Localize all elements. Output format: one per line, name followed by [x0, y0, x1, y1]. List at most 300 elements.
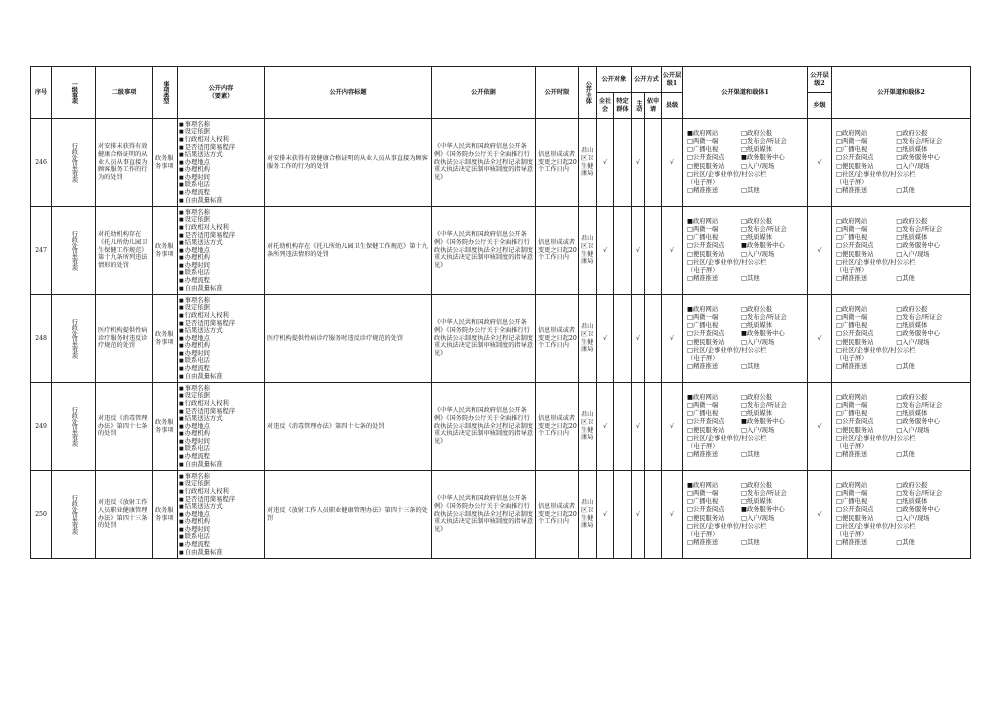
- header-level1: 一级事项: [52, 67, 96, 119]
- content-item: ■ 行政相对人权利: [179, 312, 263, 320]
- channel-option: □政府公报: [741, 305, 773, 313]
- row-channels1: [683, 471, 808, 559]
- channel-option: □入户/现场: [741, 426, 775, 434]
- disclosure-table: [30, 66, 971, 559]
- row-items: [178, 207, 265, 295]
- row-channels2: [832, 207, 971, 295]
- channel-option: [896, 267, 970, 275]
- header-method-request: 依申请: [645, 93, 662, 119]
- row-method-request: [645, 119, 662, 207]
- channel-option: □政府公报: [896, 393, 928, 401]
- content-item: ■ 联系电话: [179, 181, 263, 189]
- row-county-check: √: [662, 471, 683, 559]
- row-channels1: [683, 383, 808, 471]
- channel-option: □社区/企事业单位/村公示栏: [836, 522, 916, 530]
- channel-option: □政府公报: [896, 305, 928, 313]
- channel-option: □社区/企事业单位/村公示栏: [687, 170, 767, 178]
- content-item: ■ 结果送达方式: [179, 415, 263, 423]
- channel-option: □便民服务站: [687, 514, 725, 522]
- channel-option: [896, 179, 970, 187]
- channel-option: [896, 443, 970, 451]
- channel-option: □发布会/听证会: [741, 313, 787, 321]
- channel-option: □精准推送: [687, 539, 719, 547]
- channel-option: □发布会/听证会: [896, 137, 943, 145]
- table-row: [31, 207, 971, 295]
- row-level2: 医疗机构提供性病诊疗服务时违反诊疗规范的处罚: [96, 295, 153, 383]
- content-item: ■ 办理时间: [179, 526, 263, 534]
- row-title: 对违反《放射工作人员职业健康管理办法》第四十三条的处罚: [265, 471, 432, 559]
- row-level1: 行政处罚类事项: [52, 471, 96, 559]
- row-town-check: √: [808, 295, 832, 383]
- row-level2: 对违反《消毒管理办法》第四十七条的处罚: [96, 383, 153, 471]
- channel-option: □其他: [741, 275, 760, 283]
- channel-option: [741, 355, 807, 363]
- channel-option: □便民服务站: [687, 338, 725, 346]
- row-type: 政务服务事项: [153, 383, 178, 471]
- row-method-active: √: [632, 119, 645, 207]
- row-level2: 对安排未获得有效健康合格证明的从业人员从事直接为顾客服务工作的行为的处罚: [96, 119, 153, 207]
- row-channels2: [832, 119, 971, 207]
- row-target-all: √: [597, 119, 614, 207]
- channel-option: □广播电视: [836, 234, 868, 242]
- row-target-all: √: [597, 207, 614, 295]
- header-target-specific: 特定群体: [614, 93, 632, 119]
- row-timing: 信息形成或者变更之日起20个工作日内: [536, 119, 579, 207]
- content-item: ■ 办理地点: [179, 423, 263, 431]
- channel-option: □纸质媒体: [896, 410, 928, 418]
- channel-option: [741, 531, 807, 539]
- channel-option: □两微一端: [687, 137, 719, 145]
- channel-option: □社区/企事业单位/村公示栏: [687, 346, 767, 354]
- channel-option: □便民服务站: [836, 338, 874, 346]
- channel-option: □精准推送: [687, 275, 719, 283]
- channel-option: □两微一端: [836, 313, 868, 321]
- channel-option: [896, 523, 970, 531]
- row-items: [178, 295, 265, 383]
- channel-option: □入户/现场: [896, 250, 930, 258]
- channel-option: □其他: [741, 451, 760, 459]
- channel-option: ■政府网站: [687, 481, 719, 489]
- content-item: ■ 联系电话: [179, 533, 263, 541]
- content-item: ■ 办理机构: [179, 518, 263, 526]
- table-row: [31, 295, 971, 383]
- channel-option: □公开查阅点: [836, 242, 874, 250]
- content-item: ■ 是否适用简易程序: [179, 320, 263, 328]
- channel-option: □两微一端: [687, 489, 719, 497]
- channel-option: □公开查阅点: [687, 242, 725, 250]
- channel-option: □两微一端: [687, 225, 719, 233]
- channel-option: □政务服务中心: [896, 418, 941, 426]
- row-method-active: √: [632, 295, 645, 383]
- channel-option: □广播电视: [836, 146, 868, 154]
- channel-option: □两微一端: [836, 489, 868, 497]
- content-item: ■ 办理机构: [179, 166, 263, 174]
- channel-option: ■政府网站: [687, 129, 719, 137]
- channel-option: ■政府网站: [687, 305, 719, 313]
- row-seq: 247: [31, 207, 52, 295]
- header-level2-label: 公开层级2: [808, 67, 832, 93]
- channel-option: □广播电视: [687, 146, 719, 154]
- row-items: [178, 471, 265, 559]
- row-county-check: √: [662, 119, 683, 207]
- content-item: ■ 办理流程: [179, 541, 263, 549]
- channel-option: [896, 347, 970, 355]
- channel-option: □入户/现场: [896, 426, 930, 434]
- channel-option: □两微一端: [836, 401, 868, 409]
- row-type: 政务服务事项: [153, 207, 178, 295]
- channel-option: □政府网站: [836, 129, 868, 137]
- channel-option: □两微一端: [836, 225, 868, 233]
- content-item: ■ 是否适用简易程序: [179, 408, 263, 416]
- channel-option: ■政务服务中心: [741, 154, 785, 162]
- channel-option: （电子屏）: [836, 266, 868, 274]
- content-item: ■ 办理流程: [179, 453, 263, 461]
- header-subject: 公开主体: [579, 67, 597, 119]
- channel-option: □政务服务中心: [896, 242, 941, 250]
- channel-option: □政府网站: [836, 305, 868, 313]
- content-item: ■ 办理地点: [179, 247, 263, 255]
- row-county-check: √: [662, 295, 683, 383]
- channel-option: [896, 171, 970, 179]
- channel-option: □入户/现场: [896, 162, 930, 170]
- content-item: ■ 事项名称: [179, 297, 263, 305]
- channel-option: □纸质媒体: [741, 498, 773, 506]
- header-seq: 序号: [31, 67, 52, 119]
- channel-option: □广播电视: [687, 410, 719, 418]
- header-type: 事项类型: [153, 67, 178, 119]
- row-basis: 《中华人民共和国政府信息公开条例》《国务院办公厅关于全面推行行政执法公示制度执法全过程记录制度重大执法决定法制审核制度的指导意见》: [432, 383, 536, 471]
- row-method-request: [645, 383, 662, 471]
- channel-option: □其他: [741, 539, 760, 547]
- header-basis: 公开依据: [432, 67, 536, 119]
- content-item: ■ 结果送达方式: [179, 151, 263, 159]
- row-level1: 行政处罚类事项: [52, 119, 96, 207]
- channel-option: □发布会/听证会: [896, 489, 943, 497]
- content-item: ■ 设定依据: [179, 392, 263, 400]
- row-method-request: [645, 295, 662, 383]
- content-item: ■ 自由裁量标准: [179, 373, 263, 381]
- header-method-active: 主动: [632, 93, 645, 119]
- channel-option: ■政府网站: [687, 393, 719, 401]
- channel-option: □入户/现场: [741, 250, 775, 258]
- channel-option: [741, 267, 807, 275]
- channel-option: □公开查阅点: [687, 418, 725, 426]
- row-type: 政务服务事项: [153, 119, 178, 207]
- row-level1: 行政处罚类事项: [52, 295, 96, 383]
- channel-option: □其他: [896, 363, 915, 371]
- channel-option: [896, 435, 970, 443]
- channel-option: □政务服务中心: [896, 330, 941, 338]
- content-item: ■ 自由裁量标准: [179, 197, 263, 205]
- channel-option: □精准推送: [836, 275, 868, 283]
- channel-option: □纸质媒体: [741, 234, 773, 242]
- channel-option: □广播电视: [687, 234, 719, 242]
- channel-option: □精准推送: [687, 187, 719, 195]
- row-basis: 《中华人民共和国政府信息公开条例》《国务院办公厅关于全面推行行政执法公示制度执法全过程记录制度重大执法决定法制审核制度的指导意见》: [432, 295, 536, 383]
- channel-option: □精准推送: [836, 539, 868, 547]
- content-item: ■ 行政相对人权利: [179, 136, 263, 144]
- row-subject: 君山区卫生健康局: [579, 471, 597, 559]
- channel-option: □广播电视: [836, 498, 868, 506]
- content-item: ■ 办理时间: [179, 262, 263, 270]
- channel-option: （电子屏）: [836, 530, 868, 538]
- row-level1: 行政处罚类事项: [52, 383, 96, 471]
- header-content: 公开内容 （要素）: [178, 67, 265, 119]
- content-item: ■ 办理流程: [179, 189, 263, 197]
- channel-option: [741, 435, 807, 443]
- channel-option: □便民服务站: [836, 426, 874, 434]
- channel-option: □两微一端: [687, 401, 719, 409]
- channel-option: [741, 171, 807, 179]
- header-method: 公开方式: [632, 67, 662, 93]
- content-item: ■ 办理时间: [179, 350, 263, 358]
- content-item: ■ 是否适用简易程序: [179, 232, 263, 240]
- row-type: 政务服务事项: [153, 471, 178, 559]
- channel-option: □入户/现场: [741, 162, 775, 170]
- header-level2: 二级事项: [96, 67, 153, 119]
- channel-option: □便民服务站: [836, 162, 874, 170]
- header-town: 乡级: [808, 93, 832, 119]
- row-method-active: √: [632, 471, 645, 559]
- channel-option: □精准推送: [687, 363, 719, 371]
- channel-option: □公开查阅点: [687, 154, 725, 162]
- content-item: ■ 办理地点: [179, 335, 263, 343]
- channel-option: ■政府网站: [687, 217, 719, 225]
- channel-option: □发布会/听证会: [896, 401, 943, 409]
- channel-option: [741, 523, 807, 531]
- row-subject: 君山区卫生健康局: [579, 383, 597, 471]
- channel-option: （电子屏）: [836, 178, 868, 186]
- row-seq: 250: [31, 471, 52, 559]
- channel-option: （电子屏）: [687, 354, 719, 362]
- channel-option: □入户/现场: [896, 514, 930, 522]
- channel-option: □政府公报: [741, 393, 773, 401]
- row-method-request: [645, 207, 662, 295]
- row-level2: 对托幼机构存在《托儿所幼儿园卫生保健工作规范》第十九条所列违法情形的处罚: [96, 207, 153, 295]
- content-item: ■ 设定依据: [179, 304, 263, 312]
- header-target: 公开对象: [597, 67, 632, 93]
- table-row: [31, 119, 971, 207]
- table-row: [31, 383, 971, 471]
- channel-option: □其他: [896, 187, 915, 195]
- content-item: ■ 联系电话: [179, 445, 263, 453]
- channel-option: □公开查阅点: [687, 330, 725, 338]
- channel-option: [741, 347, 807, 355]
- row-timing: 信息形成或者变更之日起20个工作日内: [536, 471, 579, 559]
- header-county: 县级: [662, 93, 683, 119]
- row-method-active: √: [632, 207, 645, 295]
- content-item: ■ 办理地点: [179, 159, 263, 167]
- channel-option: □广播电视: [687, 498, 719, 506]
- content-item: ■ 行政相对人权利: [179, 224, 263, 232]
- channel-option: □纸质媒体: [896, 146, 928, 154]
- row-county-check: √: [662, 207, 683, 295]
- channel-option: □政务服务中心: [896, 506, 941, 514]
- channel-option: □发布会/听证会: [741, 401, 787, 409]
- channel-option: □其他: [741, 187, 760, 195]
- row-target-all: √: [597, 471, 614, 559]
- header-timing: 公开时限: [536, 67, 579, 119]
- row-level2: 对违反《放射工作人员职业健康管理办法》第四十三条的处罚: [96, 471, 153, 559]
- channel-option: □社区/企事业单位/村公示栏: [687, 434, 767, 442]
- header-target-all: 全社会: [597, 93, 614, 119]
- channel-option: □入户/现场: [741, 338, 775, 346]
- channel-option: □社区/企事业单位/村公示栏: [687, 522, 767, 530]
- channel-option: （电子屏）: [687, 530, 719, 538]
- row-target-all: √: [597, 383, 614, 471]
- channel-option: □政府网站: [836, 481, 868, 489]
- content-item: ■ 自由裁量标准: [179, 549, 263, 557]
- header-standard: 公开内容标题: [265, 67, 432, 119]
- channel-option: □政府公报: [741, 217, 773, 225]
- channel-option: ■政务服务中心: [741, 418, 785, 426]
- row-town-check: √: [808, 383, 832, 471]
- channel-option: □两微一端: [836, 137, 868, 145]
- row-seq: 248: [31, 295, 52, 383]
- row-seq: 246: [31, 119, 52, 207]
- content-item: ■ 行政相对人权利: [179, 400, 263, 408]
- channel-option: □纸质媒体: [896, 322, 928, 330]
- content-item: ■ 是否适用简易程序: [179, 144, 263, 152]
- row-target-specific: [614, 119, 632, 207]
- row-town-check: √: [808, 119, 832, 207]
- channel-option: □便民服务站: [687, 250, 725, 258]
- channel-option: □入户/现场: [741, 514, 775, 522]
- channel-option: □发布会/听证会: [741, 225, 787, 233]
- channel-option: □纸质媒体: [741, 410, 773, 418]
- row-timing: 信息形成或者变更之日起20个工作日内: [536, 207, 579, 295]
- row-subject: 君山区卫生健康局: [579, 295, 597, 383]
- header-channel2: 公开渠道和载体2: [832, 67, 971, 119]
- content-item: ■ 办理机构: [179, 430, 263, 438]
- channel-option: □公开查阅点: [836, 418, 874, 426]
- channel-option: （电子屏）: [687, 442, 719, 450]
- channel-option: □其他: [896, 451, 915, 459]
- channel-option: □社区/企事业单位/村公示栏: [836, 434, 916, 442]
- channel-option: □政府公报: [741, 129, 773, 137]
- content-item: ■ 自由裁量标准: [179, 285, 263, 293]
- channel-option: □社区/企事业单位/村公示栏: [836, 346, 916, 354]
- channel-option: □其他: [896, 539, 915, 547]
- channel-option: □政府网站: [836, 217, 868, 225]
- channel-option: [896, 259, 970, 267]
- channel-option: □公开查阅点: [687, 506, 725, 514]
- channel-option: □广播电视: [687, 322, 719, 330]
- channel-option: □广播电视: [836, 322, 868, 330]
- channel-option: （电子屏）: [836, 354, 868, 362]
- channel-option: □社区/企事业单位/村公示栏: [836, 258, 916, 266]
- content-item: ■ 设定依据: [179, 480, 263, 488]
- channel-option: □其他: [896, 275, 915, 283]
- channel-option: [741, 259, 807, 267]
- content-item: ■ 联系电话: [179, 357, 263, 365]
- channel-option: □纸质媒体: [896, 498, 928, 506]
- channel-option: □公开查阅点: [836, 506, 874, 514]
- row-subject: 君山区卫生健康局: [579, 207, 597, 295]
- row-method-request: [645, 471, 662, 559]
- content-item: ■ 办理机构: [179, 254, 263, 262]
- row-title: 对安排未获得有效健康合格证明的从业人员从事直接为顾客服务工作的行为的处罚: [265, 119, 432, 207]
- channel-option: □政府公报: [896, 217, 928, 225]
- channel-option: □便民服务站: [687, 162, 725, 170]
- channel-option: □政府网站: [836, 393, 868, 401]
- content-item: ■ 结果送达方式: [179, 503, 263, 511]
- content-item: ■ 办理流程: [179, 277, 263, 285]
- channel-option: [896, 531, 970, 539]
- header-channel1: 公开渠道和载体1: [683, 67, 808, 119]
- row-target-all: √: [597, 295, 614, 383]
- channel-option: □其他: [741, 363, 760, 371]
- content-item: ■ 结果送达方式: [179, 327, 263, 335]
- channel-option: □纸质媒体: [741, 146, 773, 154]
- channel-option: □便民服务站: [836, 250, 874, 258]
- content-item: ■ 办理机构: [179, 342, 263, 350]
- channel-option: □广播电视: [836, 410, 868, 418]
- row-basis: 《中华人民共和国政府信息公开条例》《国务院办公厅关于全面推行行政执法公示制度执法全过程记录制度重大执法决定法制审核制度的指导意见》: [432, 471, 536, 559]
- row-target-specific: [614, 383, 632, 471]
- content-item: ■ 事项名称: [179, 385, 263, 393]
- content-item: ■ 自由裁量标准: [179, 461, 263, 469]
- row-items: [178, 119, 265, 207]
- channel-option: □精准推送: [836, 363, 868, 371]
- channel-option: □两微一端: [687, 313, 719, 321]
- row-county-check: √: [662, 383, 683, 471]
- channel-option: ■政务服务中心: [741, 506, 785, 514]
- channel-option: [896, 355, 970, 363]
- content-item: ■ 设定依据: [179, 216, 263, 224]
- header-level1-label: 公开层级1: [662, 67, 683, 93]
- row-target-specific: [614, 471, 632, 559]
- channel-option: □精准推送: [687, 451, 719, 459]
- row-basis: 《中华人民共和国政府信息公开条例》《国务院办公厅关于全面推行行政执法公示制度执法全过程记录制度重大执法决定法制审核制度的指导意见》: [432, 119, 536, 207]
- row-basis: 《中华人民共和国政府信息公开条例》《国务院办公厅关于全面推行行政执法公示制度执法全过程记录制度重大执法决定法制审核制度的指导意见》: [432, 207, 536, 295]
- row-town-check: √: [808, 471, 832, 559]
- channel-option: □纸质媒体: [896, 234, 928, 242]
- channel-option: （电子屏）: [836, 442, 868, 450]
- content-item: ■ 事项名称: [179, 473, 263, 481]
- row-target-specific: [614, 207, 632, 295]
- row-seq: 249: [31, 383, 52, 471]
- content-item: ■ 办理流程: [179, 365, 263, 373]
- row-type: 政务服务事项: [153, 295, 178, 383]
- row-timing: 信息形成或者变更之日起20个工作日内: [536, 295, 579, 383]
- content-item: ■ 办理地点: [179, 511, 263, 519]
- content-item: ■ 事项名称: [179, 209, 263, 217]
- channel-option: □精准推送: [836, 451, 868, 459]
- row-channels1: [683, 207, 808, 295]
- channel-option: □公开查阅点: [836, 330, 874, 338]
- channel-option: ■政务服务中心: [741, 330, 785, 338]
- channel-option: □发布会/听证会: [741, 489, 787, 497]
- row-town-check: √: [808, 207, 832, 295]
- row-channels2: [832, 383, 971, 471]
- channel-option: □公开查阅点: [836, 154, 874, 162]
- row-items: [178, 383, 265, 471]
- row-channels1: [683, 295, 808, 383]
- content-item: ■ 联系电话: [179, 269, 263, 277]
- row-channels2: [832, 295, 971, 383]
- content-item: ■ 是否适用简易程序: [179, 496, 263, 504]
- content-item: ■ 办理时间: [179, 438, 263, 446]
- row-level1: 行政处罚类事项: [52, 207, 96, 295]
- channel-option: [741, 179, 807, 187]
- channel-option: （电子屏）: [687, 178, 719, 186]
- channel-option: □社区/企事业单位/村公示栏: [836, 170, 916, 178]
- content-item: ■ 事项名称: [179, 121, 263, 129]
- channel-option: □社区/企事业单位/村公示栏: [687, 258, 767, 266]
- channel-option: □纸质媒体: [741, 322, 773, 330]
- row-subject: 君山区卫生健康局: [579, 119, 597, 207]
